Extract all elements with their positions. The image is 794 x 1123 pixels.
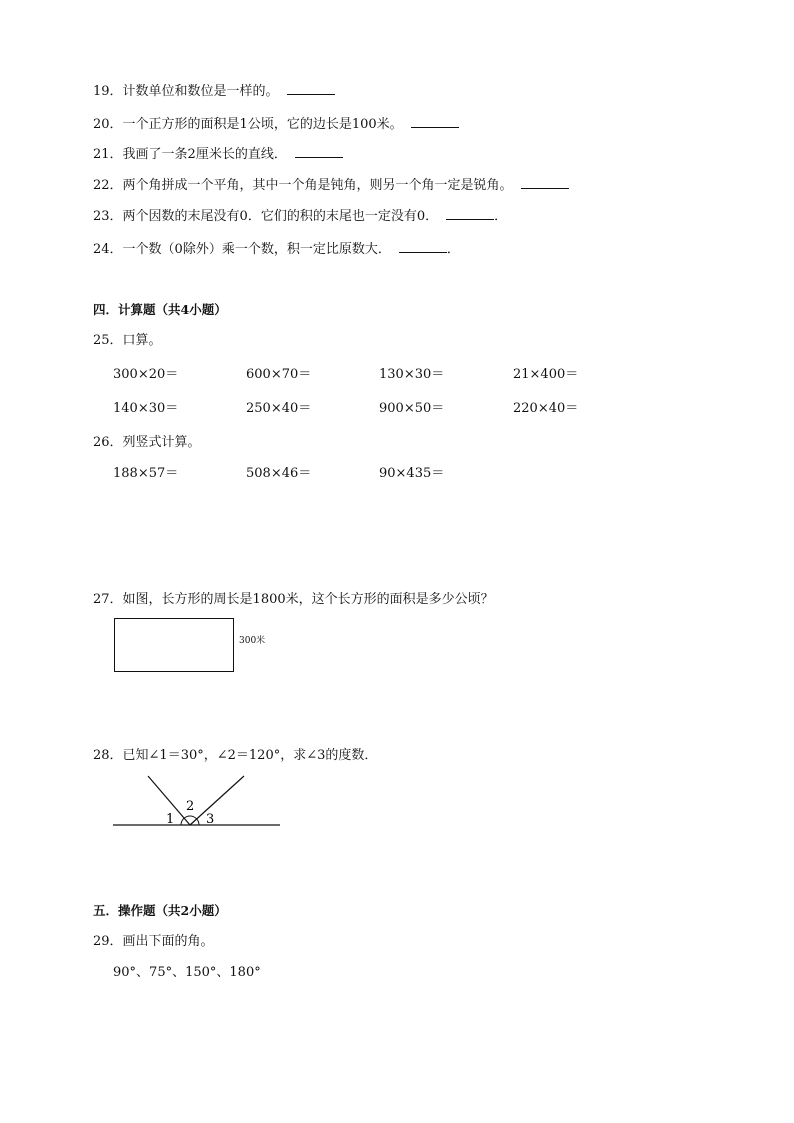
angle-list: 90°、75°、150°、180°: [113, 965, 261, 980]
question-text: 23．两个因数的末尾没有0．它们的积的末尾也一定没有0．: [93, 209, 439, 224]
calc-item: 130×30＝: [379, 367, 445, 382]
rectangle-side-label: 300米: [239, 636, 266, 646]
question-text: 24．一个数（0除外）乘一个数，积一定比原数大．: [93, 242, 391, 257]
calc-item: 188×57＝: [113, 466, 179, 481]
question-23: [93, 207, 507, 226]
question-26-title: 26．列竖式计算。: [93, 435, 201, 450]
question-text: 19．计数单位和数位是一样的。: [93, 84, 279, 99]
answer-blank[interactable]: [287, 82, 335, 95]
angle-figure: [110, 772, 310, 832]
question-20: [93, 115, 459, 134]
question-24: [93, 240, 460, 259]
calc-item: 600×70＝: [246, 367, 312, 382]
question-25-title: 25．口算。: [93, 333, 162, 348]
calc-item: 900×50＝: [379, 401, 445, 416]
calc-item: 90×435＝: [379, 466, 445, 481]
question-text: 22．两个角拼成一个平角，其中一个角是钝角，则另一个角一定是锐角。: [93, 178, 513, 193]
question-27-title: 27．如图，长方形的周长是1800米，这个长方形的面积是多少公顷？: [93, 592, 494, 607]
question-28-title: 28．已知∠1＝30°，∠2＝120°，求∠3的度数．: [93, 748, 378, 763]
calc-item: 300×20＝: [113, 367, 179, 382]
angle-label-1: 1: [166, 812, 175, 827]
question-19: [93, 82, 335, 101]
calc-item: 508×46＝: [246, 466, 312, 481]
question-21: [93, 145, 343, 164]
right-ray: [190, 776, 244, 825]
section-4-title: 四．计算题（共4小题）: [93, 302, 227, 317]
calc-item: 250×40＝: [246, 401, 312, 416]
answer-blank[interactable]: [521, 176, 569, 189]
calc-item: 140×30＝: [113, 401, 179, 416]
rectangle-figure: [114, 618, 234, 672]
calc-item: 21×400＝: [513, 367, 579, 382]
answer-blank[interactable]: [446, 207, 494, 220]
answer-blank[interactable]: [399, 240, 447, 253]
question-29-title: 29．画出下面的角。: [93, 934, 214, 949]
calc-item: 220×40＝: [513, 401, 579, 416]
angle-label-2: 2: [186, 799, 195, 814]
section-5-title: 五．操作题（共2小题）: [93, 903, 227, 918]
question-text: 21．我画了一条2厘米长的直线．: [93, 147, 287, 162]
question-tail: ．: [494, 209, 508, 224]
question-text: 20．一个正方形的面积是1公顷，它的边长是100米。: [93, 117, 403, 132]
question-22: [93, 176, 569, 195]
angle-label-3: 3: [206, 812, 215, 827]
question-tail: ．: [446, 242, 460, 257]
answer-blank[interactable]: [295, 145, 343, 158]
answer-blank[interactable]: [411, 115, 459, 128]
